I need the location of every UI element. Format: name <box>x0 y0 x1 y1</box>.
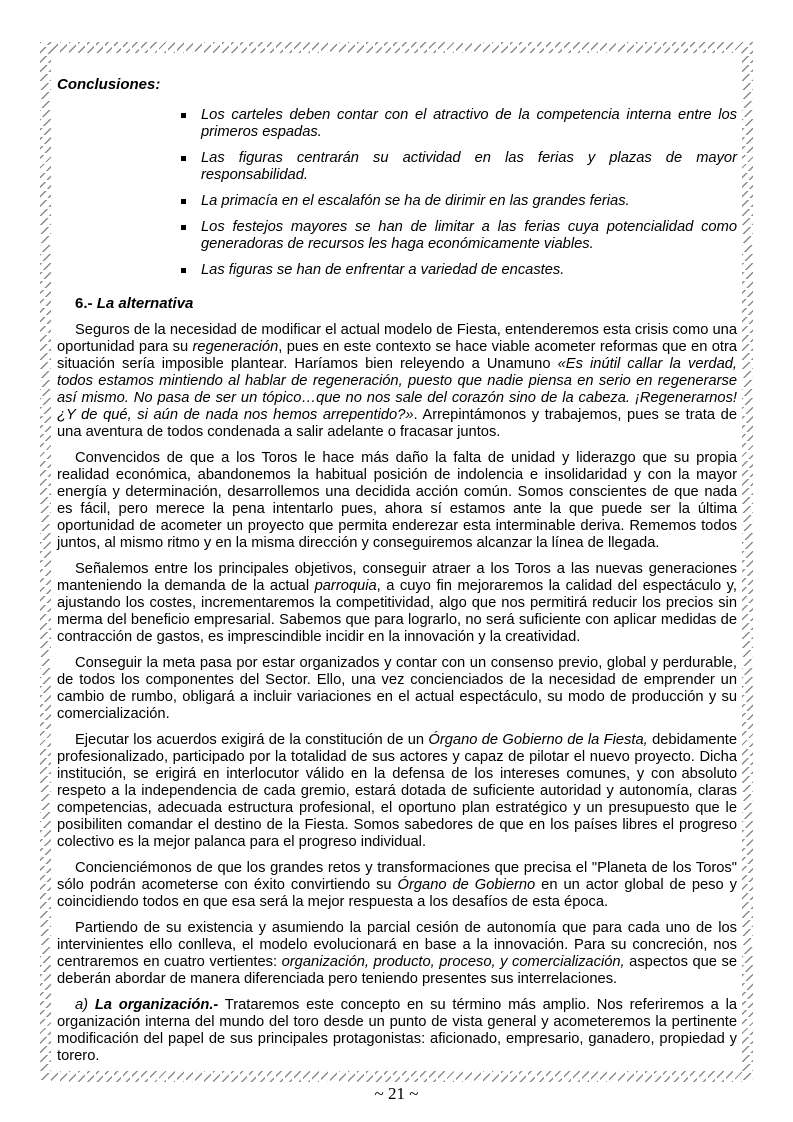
list-item-text: Las figuras se han de enfrentar a variedad de encastes. <box>201 262 565 278</box>
paragraph <box>57 561 737 646</box>
paragraph <box>57 732 737 851</box>
body-paragraphs <box>57 322 737 1065</box>
paragraph-segment: Conseguir la meta pasa por estar organizados y contar con un consenso previo, global y perdurable, de todos los componentes del Sector. Ello, una vez concienciados de la necesidad de emprender un cambio de rumbo, obligará a incluir variaciones en el actual espectáculo, su modo de producción y su comercialización. <box>57 655 737 722</box>
paragraph-segment: a) <box>75 997 95 1013</box>
paragraph-segment: La organización.- <box>94 997 219 1013</box>
paragraph-segment: . Arrepintámonos y trabajemos, pues se trata de una aventura de todos condenada a salir adelante o fracasar juntos. <box>57 407 738 440</box>
paragraph-segment: «Es inútil callar la verdad, todos estamos mintiendo al hablar de regeneración, puesto que nadie piensa en serio en regenerarse así mismo. No pasa de ser un tópico…que no nos sale del corazón sino de la cabeza. ¡Regenerarnos! ¿Y de qué, si aún de nada nos hemos arrepentido?» <box>57 356 738 423</box>
section-heading <box>75 295 737 312</box>
section-number: 6.- <box>75 295 97 312</box>
bullet-icon <box>181 268 186 273</box>
section-title: La alternativa <box>96 295 194 312</box>
paragraph <box>57 860 737 911</box>
paragraph-segment: Partiendo de su existencia y asumiendo la parcial cesión de autonomía que para cada uno de los intervinientes ello conlleva, el modelo evolucionará en base a la innovación. Para su concreción, nos centraremos en cuatro vertientes: <box>57 920 737 970</box>
page-border-left <box>40 42 51 1082</box>
page-content <box>57 76 737 1074</box>
paragraph <box>57 920 737 988</box>
paragraph-segment: , pues en este contexto se hace viable acometer reformas que en otra situación sería imposible plantear. Haríamos bien releyendo a Unamuno <box>57 339 738 372</box>
paragraph-segment: organización, producto, proceso, y comercialización, <box>281 954 625 970</box>
conclusions-heading: Conclusiones: <box>57 76 161 93</box>
bullet-icon <box>181 199 186 204</box>
paragraph-segment: Ejecutar los acuerdos exigirá de la constitución de un <box>75 732 429 748</box>
bullet-icon <box>181 156 186 161</box>
list-item <box>180 262 737 279</box>
page-number: ~ 21 ~ <box>374 1084 419 1103</box>
paragraph-segment: , a cuyo fin mejoraremos la calidad del espectáculo y, ajustando los costes, incrementaremos la competitividad, algo que nos permitirá reducir los precios sin merma del beneficio empresarial. Sabemos que para lograrlo, no será suficiente con aplicar medidas de contracción de gastos, es imprescindible incidir en la innovación y la creatividad. <box>57 578 737 645</box>
page-border-top <box>40 42 753 53</box>
paragraph-segment: Seguros de la necesidad de modificar el actual modelo de Fiesta, entenderemos esta crisis como una oportunidad para su <box>57 322 737 355</box>
paragraph <box>57 450 737 552</box>
list-item-text: Las figuras centrarán su actividad en las ferias y plazas de mayor responsabilidad. <box>201 150 737 183</box>
paragraph-segment: en un actor global de peso y coincidiendo todos en que esa será la mejor respuesta a los desafíos de esta época. <box>57 877 737 910</box>
paragraph-segment: Convencidos de que a los Toros le hace más daño la falta de unidad y liderazgo que su propia realidad económica, abandonemos la habitual posición de indolencia e insolidaridad y con la mayor energía y determinación, desarrollemos una decidida acción común. Somos conscientes de que nada es fácil, pero merece la pena intentarlo pues, ahora sí estamos ante la que puede ser la última oportunidad de acometer un proyecto que permita enderezar esta interminable deriva. Rememos todos juntos, al mismo ritmo y en la misma dirección y conseguiremos alcanzar la línea de llegada. <box>57 450 737 551</box>
paragraph-segment: Señalemos entre los principales objetivos, conseguir atraer a los Toros a las nuevas generaciones manteniendo la demanda de la actual <box>57 561 737 594</box>
paragraph-segment: regeneración <box>192 339 279 355</box>
list-item <box>180 150 737 184</box>
paragraph-segment: debidamente profesionalizado, participado por la totalidad de sus actores y capaz de pilotar el nuevo proyecto. Dicha institución, se erigirá en interlocutor válido en la defensa de los intereses comunes, y con absoluto respeto a la independencia de cada gremio, estará dotada de suficiente autoridad y autonomía, claras competencias, adecuada estructura profesional, el oportuno plan estratégico y un presupuesto que le posibiliten comandar el destino de la Fiesta. Somos sabedores de que en los países libres el progreso colectivo es la mejor palanca para el progreso individual. <box>57 732 738 850</box>
paragraph <box>57 655 737 723</box>
list-item-text: Los carteles deben contar con el atractivo de la competencia interna entre los primeros espadas. <box>201 107 737 140</box>
conclusions-list <box>180 107 737 279</box>
paragraph-segment: Concienciémonos de que los grandes retos y transformaciones que precisa el "Planeta de los Toros" sólo podrán acometerse con éxito convirtiendo su <box>57 860 737 893</box>
page-border-right <box>742 42 753 1082</box>
paragraph-segment: Órgano de Gobierno <box>397 877 536 893</box>
bullet-icon <box>181 225 186 230</box>
paragraph-segment: aspectos que se deberán abordar de manera diferenciada pero teniendo presentes sus interrelaciones. <box>57 954 738 987</box>
bullet-icon <box>181 113 186 118</box>
paragraph <box>57 322 737 441</box>
list-item <box>180 193 737 210</box>
paragraph-segment: Trataremos este concepto en su término más amplio. Nos referiremos a la organización interna del mundo del toro desde un punto de vista general y acometeremos la pertinente modificación del papel de sus principales protagonistas: aficionado, empresario, ganadero, propiedad y torero. <box>57 997 738 1064</box>
list-item-text: La primacía en el escalafón se ha de dirimir en las grandes ferias. <box>201 193 630 209</box>
paragraph <box>57 997 737 1065</box>
paragraph-segment: Órgano de Gobierno de la Fiesta, <box>428 732 648 748</box>
paragraph-segment: parroquia <box>314 578 377 594</box>
list-item <box>180 219 737 253</box>
list-item-text: Los festejos mayores se han de limitar a las ferias cuya potencialidad como generadoras de recursos les haga económicamente viables. <box>201 219 737 252</box>
list-item <box>180 107 737 141</box>
